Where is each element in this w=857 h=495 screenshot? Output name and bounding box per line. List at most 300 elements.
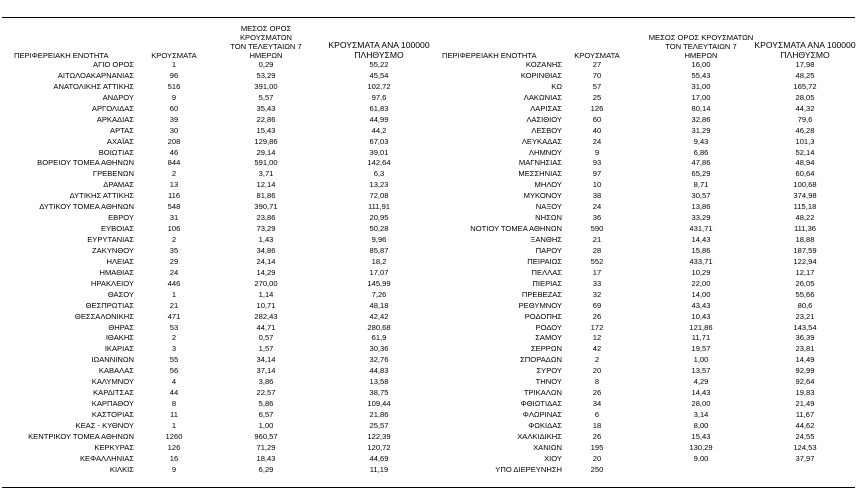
per100k-cell: 48,94 — [795, 158, 815, 168]
avg7-cell: 6,86 — [693, 147, 709, 157]
cases-cell: 56 — [169, 366, 179, 376]
table-row — [0, 410, 857, 421]
avg7-cell: 80,14 — [691, 103, 711, 113]
table-row — [0, 465, 857, 476]
per100k-cell: 50,28 — [369, 224, 389, 234]
avg7-cell: 37,14 — [256, 366, 276, 376]
cases-cell: 844 — [167, 158, 181, 168]
cases-cell: 26 — [592, 431, 602, 441]
avg7-cell: 1,00 — [693, 355, 709, 365]
header-region-right-text: ΠΕΡΙΦΕΡΕΙΑΚΗ ΕΝΟΤΗΤΑ — [442, 51, 537, 60]
avg7-cell: 0,29 — [258, 60, 274, 69]
region-cell: ΣΥΡΟΥ — [536, 366, 562, 376]
per100k-cell: 120,72 — [367, 442, 391, 452]
per100k-cell: 17,98 — [795, 60, 815, 69]
table-row — [0, 137, 857, 148]
avg7-cell: 14,43 — [691, 235, 711, 244]
per100k-cell: 26,05 — [795, 278, 815, 288]
avg7-cell: 129,86 — [254, 136, 278, 146]
region-cell: ΧΙΟΥ — [544, 453, 562, 463]
avg7-cell: 22,86 — [256, 114, 276, 124]
per100k-cell: 67,03 — [369, 136, 389, 146]
avg7-cell: 15,86 — [691, 245, 711, 255]
per100k-cell: 17,07 — [369, 267, 389, 277]
avg7-cell: 34,86 — [256, 245, 276, 255]
avg7-cell: 55,43 — [691, 70, 711, 80]
avg7-cell: 43,43 — [691, 300, 711, 310]
avg7-cell: 31,00 — [691, 81, 711, 91]
cases-cell: 36 — [592, 213, 602, 223]
avg7-cell: 8,00 — [693, 420, 709, 430]
per100k-cell: 124,53 — [793, 442, 817, 452]
table-row — [0, 355, 857, 366]
region-cell: ΤΗΝΟΥ — [535, 377, 562, 387]
region-cell: ΚΟΖΑΝΗΣ — [525, 60, 562, 69]
avg7-cell: 14,43 — [691, 388, 711, 398]
region-cell: ΗΡΑΚΛΕΙΟΥ — [90, 278, 134, 288]
per100k-cell: 101,3 — [795, 136, 815, 146]
region-cell: ΡΟΔΟΥ — [535, 322, 562, 332]
region-cell: ΑΓΙΟ ΟΡΟΣ — [93, 60, 134, 69]
cases-cell: 32 — [592, 289, 602, 299]
cases-cell: 17 — [592, 267, 602, 277]
per100k-cell: 37,97 — [795, 453, 815, 463]
region-cell: ΕΒΡΟΥ — [108, 213, 134, 223]
table-row — [0, 366, 857, 377]
per100k-cell: 85,87 — [369, 245, 389, 255]
per100k-cell: 115,18 — [793, 202, 817, 212]
region-cell: ΔΡΑΜΑΣ — [103, 180, 134, 190]
per100k-cell: 38,75 — [369, 388, 389, 398]
avg7-cell: 10,29 — [691, 267, 711, 277]
region-cell: ΖΑΚΥΝΘΟΥ — [92, 245, 134, 255]
cases-cell: 30 — [169, 125, 179, 135]
region-cell: ΥΠΟ ΔΙΕΡΕΥΝΗΣΗ — [495, 464, 562, 474]
avg7-cell: 44,71 — [256, 322, 276, 332]
cases-cell: 12 — [592, 333, 602, 343]
cases-cell: 25 — [592, 92, 602, 102]
region-cell: ΦΩΚΙΔΑΣ — [528, 420, 562, 430]
avg7-cell: 71,29 — [256, 442, 276, 452]
cases-cell: 28 — [592, 245, 602, 255]
per100k-cell: 6,3 — [373, 169, 385, 179]
per100k-cell: 44,62 — [795, 420, 815, 430]
avg7-cell: 53,29 — [256, 70, 276, 80]
region-cell: ΝΗΣΩΝ — [535, 213, 562, 223]
per100k-cell: 44,2 — [371, 125, 387, 135]
per100k-cell: 55,22 — [369, 60, 389, 69]
avg7-cell: 24,14 — [256, 256, 276, 266]
cases-cell: 1 — [171, 60, 177, 69]
avg7-cell: 31,29 — [691, 125, 711, 135]
cases-cell: 24 — [592, 202, 602, 212]
header-avg7-right-line1: ΜΕΣΟΣ ΟΡΟΣ ΚΡΟΥΣΜΑΤΩΝ — [648, 33, 754, 42]
cases-cell: 18 — [592, 420, 602, 430]
region-cell: ΑΡΤΑΣ — [110, 125, 134, 135]
region-cell: ΜΑΓΝΗΣΙΑΣ — [518, 158, 562, 168]
table-row — [0, 290, 857, 301]
region-cell: ΜΗΛΟΥ — [534, 180, 562, 190]
header-per100k-right-line1: ΚΡΟΥΣΜΑΤΑ ΑΝΑ 100000 — [754, 40, 856, 50]
cases-cell: 53 — [169, 322, 179, 332]
region-cell: ΗΜΑΘΙΑΣ — [99, 267, 134, 277]
cases-cell: 1 — [171, 289, 177, 299]
per100k-cell: 21,49 — [795, 399, 815, 409]
cases-cell: 60 — [169, 103, 179, 113]
avg7-cell: 3,86 — [258, 377, 274, 387]
cases-cell: 126 — [167, 442, 181, 452]
avg7-cell: 47,86 — [691, 158, 711, 168]
table-row — [0, 344, 857, 355]
avg7-cell: 9,00 — [693, 453, 709, 463]
avg7-cell: 3,71 — [258, 169, 274, 179]
per100k-cell: 165,72 — [793, 81, 817, 91]
region-cell: ΧΑΛΚΙΔΙΚΗΣ — [517, 431, 562, 441]
cases-cell: 13 — [169, 180, 179, 190]
per100k-cell: 12,17 — [795, 267, 815, 277]
cases-cell: 93 — [592, 158, 602, 168]
header-avg7-left — [214, 24, 318, 60]
avg7-cell: 17,00 — [691, 92, 711, 102]
region-cell: ΑΧΑΪΑΣ — [106, 136, 134, 146]
avg7-cell: 433,71 — [689, 256, 713, 266]
cases-cell: 26 — [592, 388, 602, 398]
region-cell: ΑΙΤΩΛΟΑΚΑΡΝΑΝΙΑΣ — [57, 70, 134, 80]
per100k-cell: 122,39 — [367, 431, 391, 441]
region-cell: ΠΕΙΡΑΙΩΣ — [527, 256, 562, 266]
cases-cell: 250 — [590, 464, 604, 474]
table-row — [0, 257, 857, 268]
per100k-cell: 92,99 — [795, 366, 815, 376]
cases-cell: 6 — [594, 410, 600, 419]
region-cell: ΚΟΡΙΝΘΙΑΣ — [520, 70, 562, 80]
per100k-cell: 11,19 — [369, 464, 389, 474]
cases-cell: 3 — [171, 344, 177, 354]
table-row — [0, 71, 857, 82]
region-cell: ΦΘΙΩΤΙΔΑΣ — [520, 399, 562, 409]
cases-cell: 11 — [170, 410, 178, 419]
avg7-cell: 121,86 — [689, 322, 713, 332]
per100k-cell: 9,96 — [371, 235, 387, 244]
region-cell: ΙΘΑΚΗΣ — [105, 333, 134, 343]
per100k-cell: 20,95 — [369, 213, 389, 223]
avg7-cell: 19,57 — [691, 344, 711, 354]
table-row — [0, 333, 857, 344]
table-row — [0, 377, 857, 388]
cases-cell: 9 — [594, 147, 600, 157]
region-cell: ΘΗΡΑΣ — [108, 322, 134, 332]
region-cell: ΚΑΡΔΙΤΣΑΣ — [93, 388, 134, 398]
table-row — [0, 148, 857, 159]
table-row — [0, 213, 857, 224]
cases-cell: 2 — [171, 235, 177, 244]
per100k-cell: 44,83 — [369, 366, 389, 376]
region-cell: ΠΙΕΡΙΑΣ — [532, 278, 562, 288]
cases-cell: 55 — [169, 355, 179, 365]
header-cases-left — [142, 32, 206, 60]
cases-cell: 21 — [169, 300, 179, 310]
region-cell: ΘΕΣΣΑΛΟΝΙΚΗΣ — [74, 311, 134, 321]
region-cell: ΡΟΔΟΠΗΣ — [524, 311, 562, 321]
region-cell: ΑΝΔΡΟΥ — [102, 92, 134, 102]
per100k-cell: 145,99 — [367, 278, 391, 288]
per100k-cell: 36,39 — [795, 333, 815, 343]
region-cell: ΙΚΑΡΙΑΣ — [104, 344, 134, 354]
region-cell: ΕΥΡΥΤΑΝΙΑΣ — [87, 235, 134, 244]
per100k-cell: 111,36 — [793, 224, 817, 234]
region-cell: ΚΑΛΥΜΝΟΥ — [91, 377, 134, 387]
table-row — [0, 421, 857, 432]
region-cell: ΛΕΣΒΟΥ — [531, 125, 562, 135]
header-per100k-left-line1: ΚΡΟΥΣΜΑΤΑ ΑΝΑ 100000 — [328, 40, 430, 50]
cases-cell: 16 — [169, 453, 179, 463]
avg7-cell: 33,29 — [691, 213, 711, 223]
per100k-cell: 18,88 — [795, 235, 815, 244]
cases-cell: 24 — [592, 136, 602, 146]
avg7-cell: 73,29 — [256, 224, 276, 234]
cases-cell: 31 — [169, 213, 179, 223]
avg7-cell: 1,00 — [258, 420, 274, 430]
cases-cell: 9 — [171, 92, 177, 102]
region-cell: ΛΑΣΙΘΙΟΥ — [526, 114, 562, 124]
cases-cell: 40 — [592, 125, 602, 135]
per100k-cell: 48,22 — [795, 213, 815, 223]
region-cell: ΕΥΒΟΙΑΣ — [101, 224, 134, 234]
per100k-cell: 46,28 — [795, 125, 815, 135]
table-row — [0, 301, 857, 312]
cases-cell: 446 — [167, 278, 181, 288]
avg7-cell: 270,00 — [254, 278, 278, 288]
region-cell: ΠΑΡΟΥ — [535, 245, 562, 255]
region-cell: ΜΕΣΣΗΝΙΑΣ — [518, 169, 562, 179]
per100k-cell: 44,99 — [369, 114, 389, 124]
header-cases-right-text: ΚΡΟΥΣΜΑΤΑ — [574, 51, 620, 60]
header-avg7-right — [648, 32, 754, 60]
table-row — [0, 224, 857, 235]
avg7-cell: 22,00 — [691, 278, 711, 288]
region-cell: ΙΩΑΝΝΙΝΩΝ — [91, 355, 134, 365]
cases-cell: 42 — [592, 344, 602, 354]
region-cell: ΑΝΑΤΟΛΙΚΗΣ ΑΤΤΙΚΗΣ — [53, 81, 134, 91]
region-cell: ΚΑΡΠΑΘΟΥ — [91, 399, 134, 409]
table-row — [0, 268, 857, 279]
region-cell: ΘΑΣΟΥ — [107, 289, 134, 299]
table-row — [0, 443, 857, 454]
avg7-cell: 591,00 — [254, 158, 278, 168]
per100k-cell: 21,86 — [369, 410, 389, 419]
region-cell: ΚΕΑΣ - ΚΥΘΝΟΥ — [75, 420, 134, 430]
table-row — [0, 82, 857, 93]
avg7-cell: 12,14 — [256, 180, 276, 190]
avg7-cell: 431,71 — [689, 224, 713, 234]
cases-cell: 27 — [592, 60, 602, 69]
per100k-cell: 100,68 — [793, 180, 817, 190]
per100k-cell: 32,76 — [369, 355, 389, 365]
cases-cell: 33 — [592, 278, 602, 288]
avg7-cell: 15,43 — [691, 431, 711, 441]
region-cell: ΓΡΕΒΕΝΩΝ — [92, 169, 134, 179]
region-cell: ΚΕΦΑΛΛΗΝΙΑΣ — [79, 453, 134, 463]
per100k-cell: 7,26 — [371, 289, 387, 299]
avg7-cell: 6,29 — [258, 464, 274, 474]
cases-cell: 69 — [592, 300, 602, 310]
per100k-cell: 61,83 — [369, 103, 389, 113]
cases-cell: 29 — [169, 256, 179, 266]
per100k-cell: 39,01 — [369, 147, 389, 157]
table-row — [0, 235, 857, 246]
per100k-cell: 13,23 — [369, 180, 389, 190]
avg7-cell: 6,57 — [258, 410, 274, 419]
header-per100k-left-line2: ΠΛΗΘΥΣΜΟ — [354, 50, 404, 60]
table-row — [0, 115, 857, 126]
region-cell: ΔΥΤΙΚΟΥ ΤΟΜΕΑ ΑΘΗΝΩΝ — [39, 202, 134, 212]
table-row — [0, 126, 857, 137]
per100k-cell: 55,66 — [795, 289, 815, 299]
cases-cell: 590 — [590, 224, 604, 234]
cases-cell: 10 — [592, 180, 602, 190]
avg7-cell: 282,43 — [254, 311, 278, 321]
region-cell: ΛΑΡΙΣΑΣ — [530, 103, 562, 113]
cases-cell: 46 — [169, 147, 179, 157]
avg7-cell: 391,00 — [254, 81, 278, 91]
cases-cell: 34 — [592, 399, 602, 409]
region-cell: ΠΕΛΛΑΣ — [531, 267, 562, 277]
cases-cell: 44 — [169, 388, 179, 398]
per100k-cell: 14,49 — [795, 355, 815, 365]
cases-cell: 4 — [171, 377, 177, 387]
cases-cell: 106 — [167, 224, 181, 234]
cases-cell: 516 — [167, 81, 181, 91]
per100k-cell: 79,6 — [797, 114, 813, 124]
header-avg7-left-line1: ΜΕΣΟΣ ΟΡΟΣ ΚΡΟΥΣΜΑΤΩΝ — [239, 24, 293, 42]
avg7-cell: 14,29 — [256, 267, 276, 277]
table-row — [0, 246, 857, 257]
cases-cell: 471 — [167, 311, 181, 321]
per100k-cell: 44,69 — [369, 453, 389, 463]
region-cell: ΗΛΕΙΑΣ — [106, 256, 134, 266]
avg7-cell: 5,86 — [258, 399, 274, 409]
cases-cell: 70 — [592, 70, 602, 80]
avg7-cell: 13,86 — [691, 202, 711, 212]
table-row — [0, 60, 857, 71]
avg7-cell: 23,86 — [256, 213, 276, 223]
table-row — [0, 388, 857, 399]
avg7-cell: 81,86 — [256, 191, 276, 201]
table-row — [0, 158, 857, 169]
per100k-cell: 111,91 — [367, 202, 391, 212]
cases-cell: 26 — [592, 311, 602, 321]
avg7-cell: 0,57 — [258, 333, 274, 343]
per100k-cell: 143,54 — [793, 322, 817, 332]
table-row — [0, 432, 857, 443]
table-row — [0, 323, 857, 334]
per100k-cell: 23,81 — [795, 344, 815, 354]
per100k-cell: 19,83 — [795, 388, 815, 398]
table-row — [0, 191, 857, 202]
region-cell: ΚΙΛΚΙΣ — [109, 464, 134, 474]
per100k-cell: 18,2 — [371, 256, 387, 266]
per100k-cell: 92,64 — [795, 377, 815, 387]
bottom-rule — [2, 487, 855, 488]
avg7-cell: 22,57 — [256, 388, 276, 398]
cases-cell: 8 — [594, 377, 600, 387]
region-cell: ΚΩ — [551, 81, 562, 91]
table-row — [0, 279, 857, 290]
cases-cell: 1260 — [165, 431, 183, 441]
region-cell: ΔΥΤΙΚΗΣ ΑΤΤΙΚΗΣ — [69, 191, 134, 201]
avg7-cell: 130,29 — [689, 442, 713, 452]
cases-cell: 2 — [594, 355, 600, 365]
header-region-left — [14, 32, 134, 60]
header-cases-right — [565, 32, 629, 60]
region-cell: ΚΑΒΑΛΑΣ — [98, 366, 134, 376]
per100k-cell: 109,44 — [367, 399, 391, 409]
per100k-cell: 102,72 — [367, 81, 391, 91]
avg7-cell: 1,57 — [258, 344, 274, 354]
table-row — [0, 93, 857, 104]
cases-cell: 172 — [590, 322, 604, 332]
region-cell: ΜΥΚΟΝΟΥ — [523, 191, 562, 201]
header-region-right — [442, 32, 562, 60]
cases-cell: 1 — [171, 420, 177, 430]
per100k-cell: 30,36 — [369, 344, 389, 354]
per100k-cell: 48,18 — [369, 300, 389, 310]
avg7-cell: 5,57 — [258, 92, 274, 102]
avg7-cell: 390,71 — [254, 202, 278, 212]
per100k-cell: 374,98 — [793, 191, 817, 201]
avg7-cell: 11,71 — [691, 333, 711, 343]
avg7-cell: 29,14 — [256, 147, 276, 157]
cases-cell: 57 — [592, 81, 602, 91]
region-cell: ΞΑΝΘΗΣ — [530, 235, 562, 244]
avg7-cell: 3,14 — [693, 410, 709, 419]
per100k-cell: 25,57 — [369, 420, 389, 430]
region-cell: ΚΑΣΤΟΡΙΑΣ — [91, 410, 134, 419]
right-table-body — [0, 60, 857, 476]
avg7-cell: 10,43 — [691, 311, 711, 321]
region-cell: ΝΑΞΟΥ — [535, 202, 562, 212]
header-avg7-right-line2: ΤΟΝ ΤΕΛΕΥΤΑΙΩΝ 7 ΗΜΕΡΩΝ — [665, 42, 737, 60]
avg7-cell: 8,71 — [693, 180, 709, 190]
region-cell: ΦΛΩΡΙΝΑΣ — [522, 410, 562, 419]
per100k-cell: 280,68 — [367, 322, 391, 332]
cases-cell: 97 — [592, 169, 602, 179]
per100k-cell: 45,54 — [369, 70, 389, 80]
cases-cell: 35 — [169, 245, 179, 255]
cases-cell: 552 — [590, 256, 604, 266]
per100k-cell: 48,25 — [795, 70, 815, 80]
per100k-cell: 142,64 — [367, 158, 391, 168]
per100k-cell: 187,59 — [793, 245, 817, 255]
cases-cell: 20 — [592, 366, 602, 376]
avg7-cell: 34,14 — [256, 355, 276, 365]
avg7-cell: 14,00 — [691, 289, 711, 299]
per100k-cell: 24,55 — [795, 431, 815, 441]
table-row — [0, 180, 857, 191]
per100k-cell: 44,32 — [795, 103, 815, 113]
header-per100k-right — [752, 32, 857, 60]
region-cell: ΣΕΡΡΩΝ — [530, 344, 562, 354]
per100k-cell: 80,6 — [797, 300, 813, 310]
avg7-cell: 65,29 — [691, 169, 711, 179]
per100k-cell: 23,21 — [795, 311, 815, 321]
region-cell: ΛΑΚΩΝΙΑΣ — [523, 92, 562, 102]
avg7-cell: 10,71 — [256, 300, 276, 310]
cases-cell: 39 — [169, 114, 179, 124]
region-cell: ΡΕΘΥΜΝΟΥ — [518, 300, 562, 310]
top-rule — [2, 17, 855, 18]
header-cases-left-text: ΚΡΟΥΣΜΑΤΑ — [151, 51, 197, 60]
